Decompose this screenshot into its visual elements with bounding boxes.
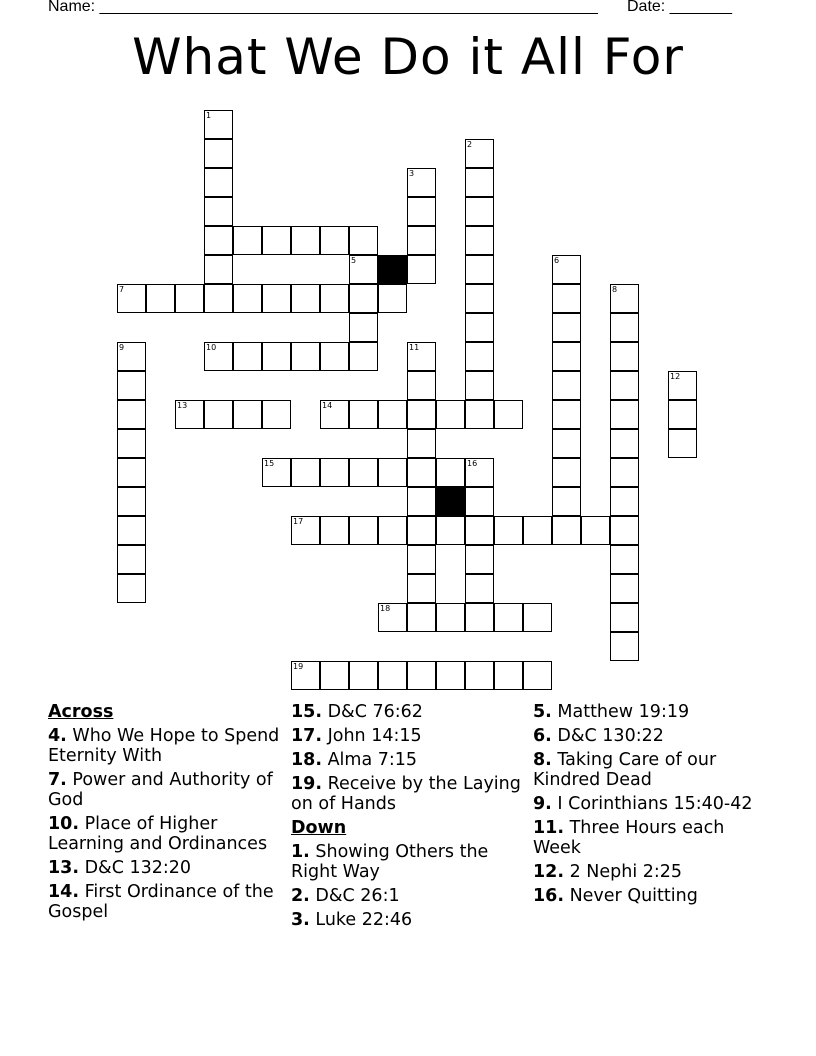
grid-cell[interactable] <box>204 168 233 197</box>
grid-cell[interactable] <box>117 371 146 400</box>
grid-cell[interactable] <box>117 516 146 545</box>
grid-cell[interactable] <box>378 516 407 545</box>
clue-number-label: 5. <box>533 702 552 722</box>
grid-cell[interactable] <box>494 603 523 632</box>
grid-cell[interactable] <box>552 371 581 400</box>
grid-cell[interactable] <box>494 661 523 690</box>
clue-text: 2 Nephi 2:25 <box>564 862 683 882</box>
clue-number-label: 11. <box>533 818 565 838</box>
grid-cell[interactable] <box>610 313 639 342</box>
grid-cell[interactable] <box>349 342 378 371</box>
grid-cell[interactable] <box>407 226 436 255</box>
clues-column-2 <box>291 702 521 934</box>
clue-number-label: 4. <box>48 726 67 746</box>
clue-number: 6 <box>554 256 560 265</box>
grid-cell[interactable] <box>204 255 233 284</box>
grid-cell[interactable] <box>407 603 436 632</box>
grid-cell[interactable] <box>291 516 320 545</box>
clue-number-label: 10. <box>48 814 80 834</box>
grid-cell[interactable] <box>233 284 262 313</box>
grid-cell[interactable] <box>610 574 639 603</box>
grid-cell[interactable] <box>204 342 233 371</box>
grid-cell[interactable] <box>668 400 697 429</box>
grid-cell[interactable] <box>320 516 349 545</box>
across-clue-list-continued <box>291 702 521 814</box>
grid-cell[interactable] <box>436 400 465 429</box>
clue-number-label: 3. <box>291 910 310 930</box>
clue-number: 15 <box>264 459 275 468</box>
down-heading: Down <box>291 818 347 838</box>
across-heading: Across <box>48 702 114 722</box>
grid-cell[interactable] <box>610 487 639 516</box>
clue-item <box>48 882 288 922</box>
clue-text: Showing Others the Right Way <box>291 842 489 882</box>
grid-cell[interactable] <box>349 661 378 690</box>
clue-number-label: 1. <box>291 842 310 862</box>
grid-cell[interactable] <box>465 400 494 429</box>
grid-cell[interactable] <box>465 545 494 574</box>
clue-item <box>533 886 773 906</box>
clue-item <box>291 842 521 882</box>
grid-cell[interactable] <box>552 516 581 545</box>
grid-cell[interactable] <box>204 197 233 226</box>
grid-cell[interactable] <box>436 458 465 487</box>
grid-cell[interactable] <box>668 371 697 400</box>
clue-item <box>533 726 773 746</box>
clue-number: 18 <box>380 604 391 613</box>
grid-cell[interactable] <box>262 284 291 313</box>
clue-number: 12 <box>670 372 681 381</box>
clue-item <box>291 702 521 722</box>
grid-cell[interactable] <box>378 284 407 313</box>
clue-number-label: 2. <box>291 886 310 906</box>
clue-number: 19 <box>293 662 304 671</box>
clue-text: D&C 132:20 <box>79 858 192 878</box>
grid-cell[interactable] <box>552 255 581 284</box>
clue-item <box>291 750 521 770</box>
grid-cell[interactable] <box>117 545 146 574</box>
grid-cell[interactable] <box>117 342 146 371</box>
grid-cell[interactable] <box>465 516 494 545</box>
name-field: Name: ________________________________________________________ <box>48 0 598 15</box>
grid-cell[interactable] <box>552 313 581 342</box>
clue-number-label: 7. <box>48 770 67 790</box>
grid-cell[interactable] <box>262 342 291 371</box>
grid-cell[interactable] <box>349 226 378 255</box>
grid-cell[interactable] <box>465 168 494 197</box>
clue-number-label: 16. <box>533 886 565 906</box>
grid-cell[interactable] <box>349 255 378 284</box>
grid-cell[interactable] <box>204 110 233 139</box>
grid-cell[interactable] <box>610 516 639 545</box>
grid-cell[interactable] <box>407 197 436 226</box>
clue-item <box>533 862 773 882</box>
grid-cell[interactable] <box>610 400 639 429</box>
grid-cell[interactable] <box>378 603 407 632</box>
clue-number-label: 17. <box>291 726 323 746</box>
grid-cell[interactable] <box>581 516 610 545</box>
clue-number: 14 <box>322 401 333 410</box>
grid-cell[interactable] <box>407 168 436 197</box>
clue-text: Three Hours each Week <box>533 818 725 858</box>
grid-cell[interactable] <box>349 284 378 313</box>
grid-cell[interactable] <box>436 516 465 545</box>
grid-cell[interactable] <box>465 487 494 516</box>
clue-number: 5 <box>351 256 357 265</box>
grid-cell[interactable] <box>407 661 436 690</box>
clue-number: 17 <box>293 517 304 526</box>
clue-number-label: 12. <box>533 862 565 882</box>
grid-cell[interactable] <box>407 429 436 458</box>
clue-text: D&C 76:62 <box>322 702 423 722</box>
grid-cell[interactable] <box>465 342 494 371</box>
grid-cell[interactable] <box>407 545 436 574</box>
grid-cell[interactable] <box>523 603 552 632</box>
grid-cell[interactable] <box>378 400 407 429</box>
clues-column-3 <box>533 702 773 910</box>
clue-number-label: 9. <box>533 794 552 814</box>
grid-cell[interactable] <box>552 458 581 487</box>
grid-cell[interactable] <box>320 400 349 429</box>
grid-cell[interactable] <box>465 255 494 284</box>
grid-cell[interactable] <box>465 284 494 313</box>
clue-text: John 14:15 <box>322 726 422 746</box>
grid-cell[interactable] <box>465 226 494 255</box>
grid-cell[interactable] <box>610 284 639 313</box>
clue-item <box>48 814 288 854</box>
grid-cell[interactable] <box>610 429 639 458</box>
grid-cell[interactable] <box>407 371 436 400</box>
grid-cell[interactable] <box>465 139 494 168</box>
grid-cell[interactable] <box>436 661 465 690</box>
grid-cell[interactable] <box>320 284 349 313</box>
grid-cell[interactable] <box>465 574 494 603</box>
grid-cell[interactable] <box>552 400 581 429</box>
grid-cell[interactable] <box>204 400 233 429</box>
clue-item <box>533 818 773 858</box>
clue-number: 2 <box>467 140 473 149</box>
across-clue-list <box>48 726 288 922</box>
clue-item <box>48 858 288 878</box>
grid-cell[interactable] <box>407 342 436 371</box>
clue-text: Alma 7:15 <box>322 750 418 770</box>
clue-text: I Corinthians 15:40-42 <box>551 794 753 814</box>
clue-number: 9 <box>119 343 125 352</box>
grid-cell[interactable] <box>320 661 349 690</box>
grid-cell[interactable] <box>117 574 146 603</box>
grid-cell[interactable] <box>610 632 639 661</box>
grid-cell[interactable] <box>204 139 233 168</box>
page-title: What We Do it All For <box>132 28 684 86</box>
grid-cell[interactable] <box>552 487 581 516</box>
grid-cell[interactable] <box>523 661 552 690</box>
clue-number: 11 <box>409 343 420 352</box>
grid-cell[interactable] <box>291 661 320 690</box>
grid-cell[interactable] <box>117 458 146 487</box>
down-clue-list-continued <box>533 702 773 906</box>
clue-text: Taking Care of our Kindred Dead <box>533 750 717 790</box>
grid-cell[interactable] <box>407 458 436 487</box>
clue-item <box>291 726 521 746</box>
grid-cell[interactable] <box>668 429 697 458</box>
clue-text: Place of Higher Learning and Ordinances <box>48 814 268 854</box>
grid-cell[interactable] <box>610 458 639 487</box>
clue-number: 3 <box>409 169 415 178</box>
grid-cell[interactable] <box>320 226 349 255</box>
clue-item <box>48 726 288 766</box>
down-clue-list <box>291 842 521 930</box>
clue-item <box>291 910 521 930</box>
grid-cell[interactable] <box>349 400 378 429</box>
grid-cell[interactable] <box>378 661 407 690</box>
clue-number: 16 <box>467 459 478 468</box>
grid-cell[interactable] <box>465 197 494 226</box>
grid-cell[interactable] <box>610 342 639 371</box>
grid-cell[interactable] <box>262 226 291 255</box>
grid-cell[interactable] <box>320 342 349 371</box>
grid-cell[interactable] <box>465 371 494 400</box>
grid-cell[interactable] <box>233 342 262 371</box>
grid-cell[interactable] <box>407 487 436 516</box>
grid-cell[interactable] <box>465 313 494 342</box>
clue-number: 8 <box>612 285 618 294</box>
grid-cell[interactable] <box>378 458 407 487</box>
grid-cell[interactable] <box>117 400 146 429</box>
grid-cell[interactable] <box>523 516 552 545</box>
clue-text: Who We Hope to Spend Eternity With <box>48 726 280 766</box>
grid-cell[interactable] <box>204 284 233 313</box>
grid-cell[interactable] <box>610 545 639 574</box>
grid-cell[interactable] <box>291 284 320 313</box>
clue-number: 7 <box>119 285 125 294</box>
grid-cell[interactable] <box>552 429 581 458</box>
grid-cell[interactable] <box>349 516 378 545</box>
clue-item <box>533 794 773 814</box>
grid-cell[interactable] <box>204 226 233 255</box>
grid-cell[interactable] <box>291 342 320 371</box>
clue-number-label: 19. <box>291 774 323 794</box>
grid-cell[interactable] <box>262 400 291 429</box>
grid-cell[interactable] <box>291 226 320 255</box>
clue-item <box>291 774 521 814</box>
grid-cell[interactable] <box>233 400 262 429</box>
clue-text: Receive by the Laying on of Hands <box>291 774 521 814</box>
clue-text: D&C 130:22 <box>551 726 664 746</box>
grid-cell[interactable] <box>117 487 146 516</box>
black-square <box>436 487 465 516</box>
grid-cell[interactable] <box>117 284 146 313</box>
clue-text: D&C 26:1 <box>309 886 400 906</box>
grid-cell[interactable] <box>117 429 146 458</box>
grid-cell[interactable] <box>552 342 581 371</box>
grid-cell[interactable] <box>175 400 204 429</box>
grid-cell[interactable] <box>349 313 378 342</box>
date-field: Date: _______ <box>627 0 732 15</box>
clue-number-label: 18. <box>291 750 323 770</box>
clue-number: 10 <box>206 343 217 352</box>
grid-cell[interactable] <box>407 400 436 429</box>
clue-text: First Ordinance of the Gospel <box>48 882 274 922</box>
clue-text: Never Quitting <box>564 886 698 906</box>
clue-number-label: 8. <box>533 750 552 770</box>
clue-item <box>291 886 521 906</box>
grid-cell[interactable] <box>349 458 378 487</box>
clue-text: Luke 22:46 <box>309 910 413 930</box>
clue-number-label: 14. <box>48 882 80 902</box>
grid-cell[interactable] <box>291 458 320 487</box>
grid-cell[interactable] <box>262 458 291 487</box>
clue-number-label: 6. <box>533 726 552 746</box>
grid-cell[interactable] <box>320 458 349 487</box>
grid-cell[interactable] <box>175 284 204 313</box>
grid-cell[interactable] <box>407 574 436 603</box>
grid-cell[interactable] <box>610 603 639 632</box>
clue-text: Power and Authority of God <box>48 770 273 810</box>
grid-cell[interactable] <box>465 661 494 690</box>
clue-item <box>48 770 288 810</box>
grid-cell[interactable] <box>407 255 436 284</box>
grid-cell[interactable] <box>465 603 494 632</box>
clue-number-label: 13. <box>48 858 80 878</box>
clue-item <box>533 750 773 790</box>
clue-item <box>533 702 773 722</box>
grid-cell[interactable] <box>610 371 639 400</box>
grid-cell[interactable] <box>494 516 523 545</box>
clue-number: 13 <box>177 401 188 410</box>
grid-cell[interactable] <box>407 516 436 545</box>
clues-column-1 <box>48 702 288 926</box>
black-square <box>378 255 407 284</box>
grid-cell[interactable] <box>146 284 175 313</box>
grid-cell[interactable] <box>465 458 494 487</box>
clue-number-label: 15. <box>291 702 323 722</box>
clue-number: 1 <box>206 111 212 120</box>
grid-cell[interactable] <box>494 400 523 429</box>
grid-cell[interactable] <box>552 284 581 313</box>
grid-cell[interactable] <box>436 603 465 632</box>
clue-text: Matthew 19:19 <box>551 702 690 722</box>
grid-cell[interactable] <box>233 226 262 255</box>
